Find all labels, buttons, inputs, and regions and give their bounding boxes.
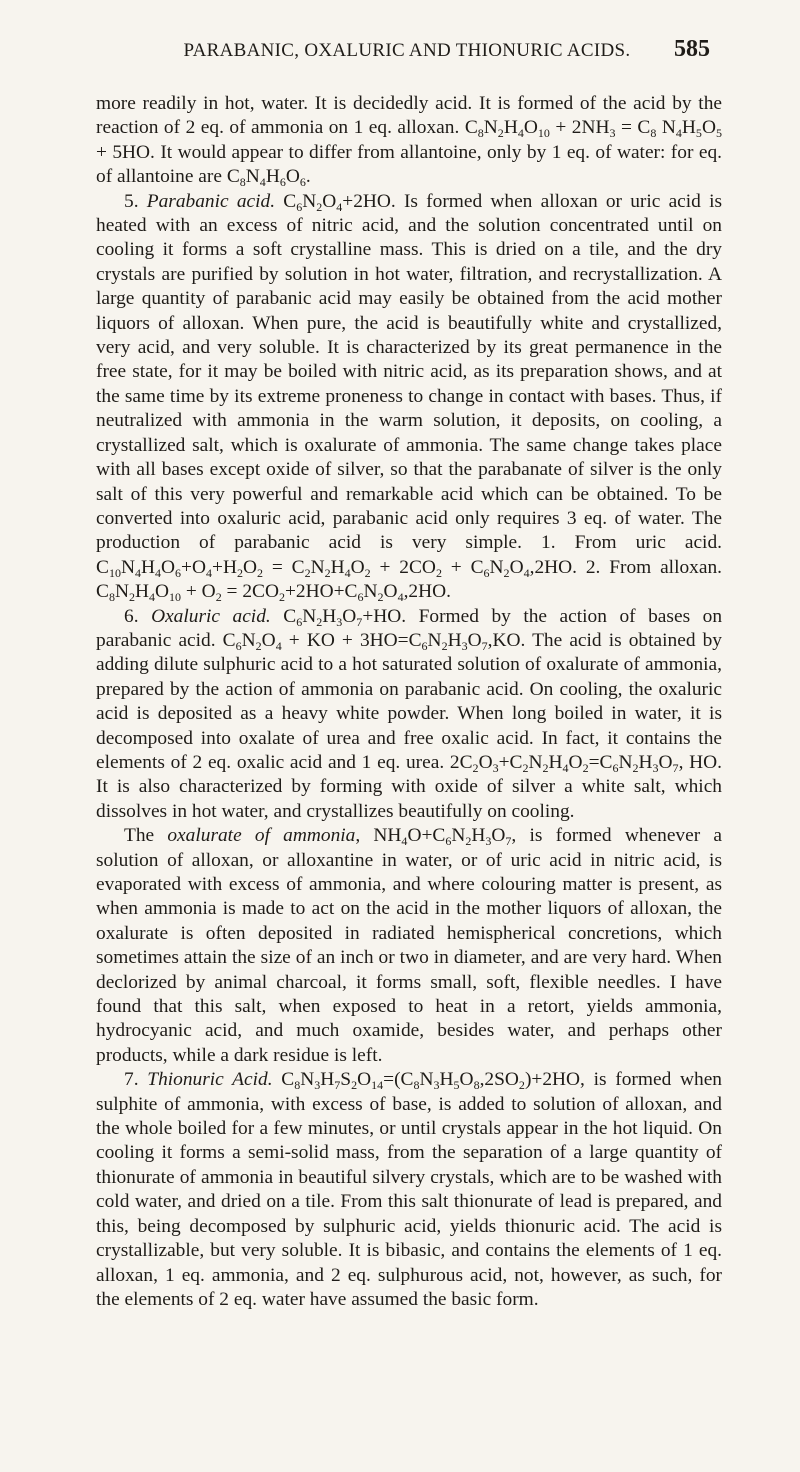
paragraph: 7. Thionuric Acid. $C_8N_3H_7S_2O_{14}=(C_8N_3H_5O_8,2SO_2)+2HO$, is formed when sulphite of ammonia, with excess of base, is added to solution of alloxan, and the whole boiled for a few minutes, or until crystals appear in the hot liquid. On cooling it forms a semi-solid mass, from the separation of a large quantity of thionurate of ammonia in beautiful silvery crystals, which are to be washed with cold water, and dried on a tile. From this salt thionurate of lead is prepared, and this, being decomposed by sulphuric acid, yields thionuric acid. The acid is crystallizable, but very soluble. It is bibasic, and contains the elements of 1 eq. alloxan, 1 eq. ammonia, and 2 eq. sulphurous acid, not, however, as such, for the elements of 2 eq. water have assumed the basic form. xyxy=(96,1069,723,1310)
running-head: PARABANIC, OXALURIC AND THIONURIC ACIDS. xyxy=(183,40,631,61)
page-header xyxy=(140,36,710,72)
page-number: 585 xyxy=(674,36,710,62)
paragraph: more readily in hot, water. It is decidedly acid. It is formed of the acid by the reaction of 2 eq. of ammonia on 1 eq. alloxan. $C_8N_2H_4O_{10} + 2NH_3 = C_8$ $N_4H_5O_5 + 5HO$. It would appear to differ from allantoine, only by 1 eq. of water: for eq. of allantoine are $C_8N_4H_6O_6$. xyxy=(96,93,722,190)
paragraph: 6. Oxaluric acid. $C_6N_2H_3O_7+HO$. Formed by the action of bases on parabanic acid. $C_6N_2O_4$ + KO + $3HO=C_6N_2H_3O_7,KO$. The acid is obtained by adding dilute sulphuric acid to a hot saturated solution of oxalurate of ammonia, prepared by the action of ammonia on parabanic acid. On cooling, the oxaluric acid is deposited as a heavy white powder. When long boiled in water, it is decomposed into oxalate of urea and free oxalic acid. In fact, it contains the elements of 2 eq. oxalic acid and 1 eq. urea. $2C_2O_3+C_2N_2H_4O_2=C_6N_2H_3O_7$, HO. It is also characterized by forming with oxide of silver a white salt, which dissolves in hot water, and crystallizes beautifully on cooling. xyxy=(96,605,723,822)
body-text xyxy=(96,92,722,1312)
paragraph: 5. Parabanic acid. $C_6N_2O_4+2HO$. Is formed when alloxan or uric acid is heated with an excess of nitric acid, and the solution concentrated until on cooling it forms a soft crystalline mass. This is dried on a tile, and the dry crystals are purified by solution in hot water, filtration, and recrystallization. A large quantity of parabanic acid may easily be obtained from the acid mother liquors of alloxan. When pure, the acid is beautifully white and crystallized, very acid, and very soluble. It is characterized by its great permanence in the free state, for it may be boiled with nitric acid, as its preparation shows, and at the same time by its extreme proneness to change in contact with bases. Thus, if neutralized with ammonia in the warm solution, it deposits, on cooling, a crystallized salt, which is oxalurate of ammonia. The same change takes place with all bases except oxide of silver, so that the parabanate of silver is the only salt of this very powerful and remarkable acid which can be obtained. To be converted into oxaluric acid, parabanic acid only requires 3 eq. of water. The production of parabanic acid is very simple. 1. From uric acid. $C_{10}N_4H_4O_6+O_4+H_2O_2 = C_2N_2H_4O_2 + 2CO_2 + C_6N_2O_4,2HO$. 2. From alloxan. $C_8N_2H_4O_{10} + O_2 = 2CO_2+2HO+C_6N_2O_4,2HO$. xyxy=(96,190,722,605)
paragraph: The oxalurate of ammonia, $NH_4O+C_6N_2H_3O_7$, is formed whenever a solution of alloxan, or alloxantine in water, or of uric acid in nitric acid, is evaporated with excess of ammonia, and where colouring matter is present, as when ammonia is made to act on the acid in the mother liquors of alloxan, the oxalurate is often deposited in radiated hemispherical concretions, which sometimes attain the size of an inch or two in diameter, and are very hard. When declorized by animal charcoal, it forms small, soft, flexible needles. I have found that this salt, when exposed to heat in a retort, yields ammonia, hydrocyanic acid, and much oxamide, besides water, and perhaps other products, while a dark residue is left. xyxy=(96,825,722,1066)
